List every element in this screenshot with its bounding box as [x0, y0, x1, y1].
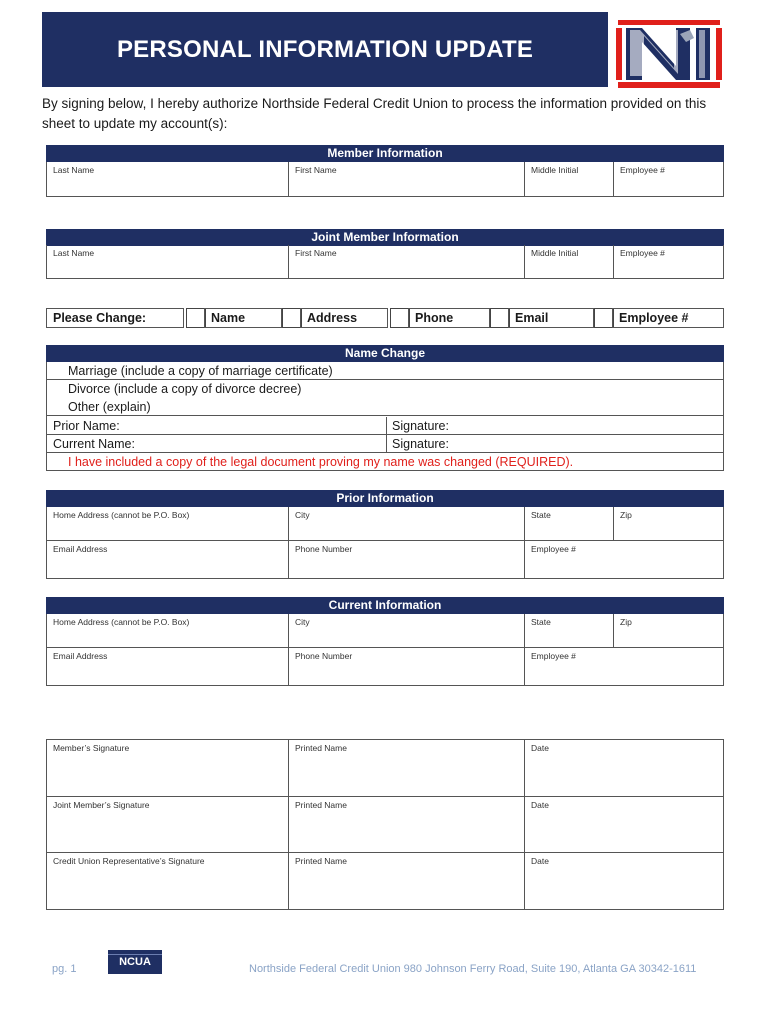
- employee-checkbox[interactable]: [594, 308, 614, 328]
- rep-signature-field[interactable]: Credit Union Representative’s Signature: [53, 856, 205, 866]
- prior-state-field[interactable]: State: [524, 507, 613, 540]
- other-option[interactable]: Other (explain): [68, 400, 151, 414]
- divorce-option[interactable]: Divorce (include a copy of divorce decree): [68, 382, 302, 396]
- address-checkbox[interactable]: [282, 308, 302, 328]
- prior-name-signature[interactable]: Signature:: [392, 419, 449, 433]
- joint-printed-name-field[interactable]: Printed Name: [288, 797, 524, 852]
- footer-address: Northside Federal Credit Union 980 Johnson Ferry Road, Suite 190, Atlanta GA 30342-1611: [249, 963, 697, 975]
- member-signature-field[interactable]: Member’s Signature: [53, 743, 130, 753]
- ncua-logo-text: NCUA: [119, 956, 151, 968]
- member-printed-name-field[interactable]: Printed Name: [288, 740, 524, 796]
- address-option-label: Address: [300, 308, 388, 328]
- email-checkbox[interactable]: [490, 308, 510, 328]
- prior-name-field[interactable]: Prior Name:: [53, 419, 120, 433]
- phone-checkbox[interactable]: [390, 308, 410, 328]
- prior-email-field[interactable]: Email Address: [53, 544, 108, 554]
- northside-logo: [616, 18, 722, 90]
- page-number: pg. 1: [52, 963, 77, 975]
- member-information-header: Member Information: [46, 145, 724, 162]
- member-first-name-field[interactable]: First Name: [288, 162, 524, 196]
- authorization-text: By signing below, I hereby authorize Northside Federal Credit Union to process the information provided on this sheet to update my account(s):: [42, 96, 707, 131]
- prior-information-grid: [46, 507, 724, 579]
- current-name-signature[interactable]: Signature:: [392, 437, 449, 451]
- prior-zip-field[interactable]: Zip: [613, 507, 723, 540]
- legal-document-required-note[interactable]: I have included a copy of the legal document proving my name was changed (REQUIRED).: [68, 455, 574, 469]
- prior-employee-field[interactable]: Employee #: [524, 541, 723, 578]
- joint-first-name-field[interactable]: First Name: [288, 245, 524, 278]
- joint-middle-initial-field[interactable]: Middle Initial: [524, 245, 613, 278]
- prior-home-address-field[interactable]: Home Address (cannot be P.O. Box): [53, 510, 190, 520]
- name-option-label: Name: [204, 308, 282, 328]
- member-employee-field[interactable]: Employee #: [613, 162, 723, 196]
- member-middle-initial-field[interactable]: Middle Initial: [524, 162, 613, 196]
- page-title: PERSONAL INFORMATION UPDATE: [42, 12, 608, 87]
- current-employee-field[interactable]: Employee #: [524, 648, 723, 685]
- member-date-field[interactable]: Date: [524, 740, 723, 796]
- member-last-name-field[interactable]: Last Name: [53, 165, 95, 175]
- joint-date-field[interactable]: Date: [524, 797, 723, 852]
- signatures-grid: [46, 739, 724, 910]
- current-home-address-field[interactable]: Home Address (cannot be P.O. Box): [53, 617, 190, 627]
- name-change-box: [46, 362, 724, 471]
- current-information-header: Current Information: [46, 597, 724, 614]
- rep-date-field[interactable]: Date: [524, 853, 723, 909]
- please-change-label: Please Change:: [46, 308, 184, 328]
- rep-printed-name-field[interactable]: Printed Name: [288, 853, 524, 909]
- joint-employee-field[interactable]: Employee #: [613, 245, 723, 278]
- joint-last-name-field[interactable]: Last Name: [53, 248, 95, 258]
- joint-member-information-header: Joint Member Information: [46, 229, 724, 246]
- current-information-grid: [46, 614, 724, 686]
- ncua-logo: [108, 950, 162, 974]
- prior-phone-field[interactable]: Phone Number: [288, 541, 524, 578]
- email-option-label: Email: [508, 308, 594, 328]
- prior-information-header: Prior Information: [46, 490, 724, 507]
- current-phone-field[interactable]: Phone Number: [288, 648, 524, 685]
- name-change-header: Name Change: [46, 345, 724, 362]
- member-information-grid: [46, 162, 724, 197]
- joint-member-information-grid: [46, 245, 724, 279]
- current-email-field[interactable]: Email Address: [53, 651, 108, 661]
- joint-signature-field[interactable]: Joint Member’s Signature: [53, 800, 150, 810]
- current-state-field[interactable]: State: [524, 614, 613, 647]
- current-city-field[interactable]: City: [288, 614, 524, 647]
- phone-option-label: Phone: [408, 308, 490, 328]
- prior-city-field[interactable]: City: [288, 507, 524, 540]
- please-change-row: [46, 308, 724, 328]
- marriage-option[interactable]: Marriage (include a copy of marriage certificate): [68, 364, 333, 378]
- employee-option-label: Employee #: [612, 308, 724, 328]
- name-checkbox[interactable]: [186, 308, 206, 328]
- current-zip-field[interactable]: Zip: [613, 614, 723, 647]
- current-name-field[interactable]: Current Name:: [53, 437, 135, 451]
